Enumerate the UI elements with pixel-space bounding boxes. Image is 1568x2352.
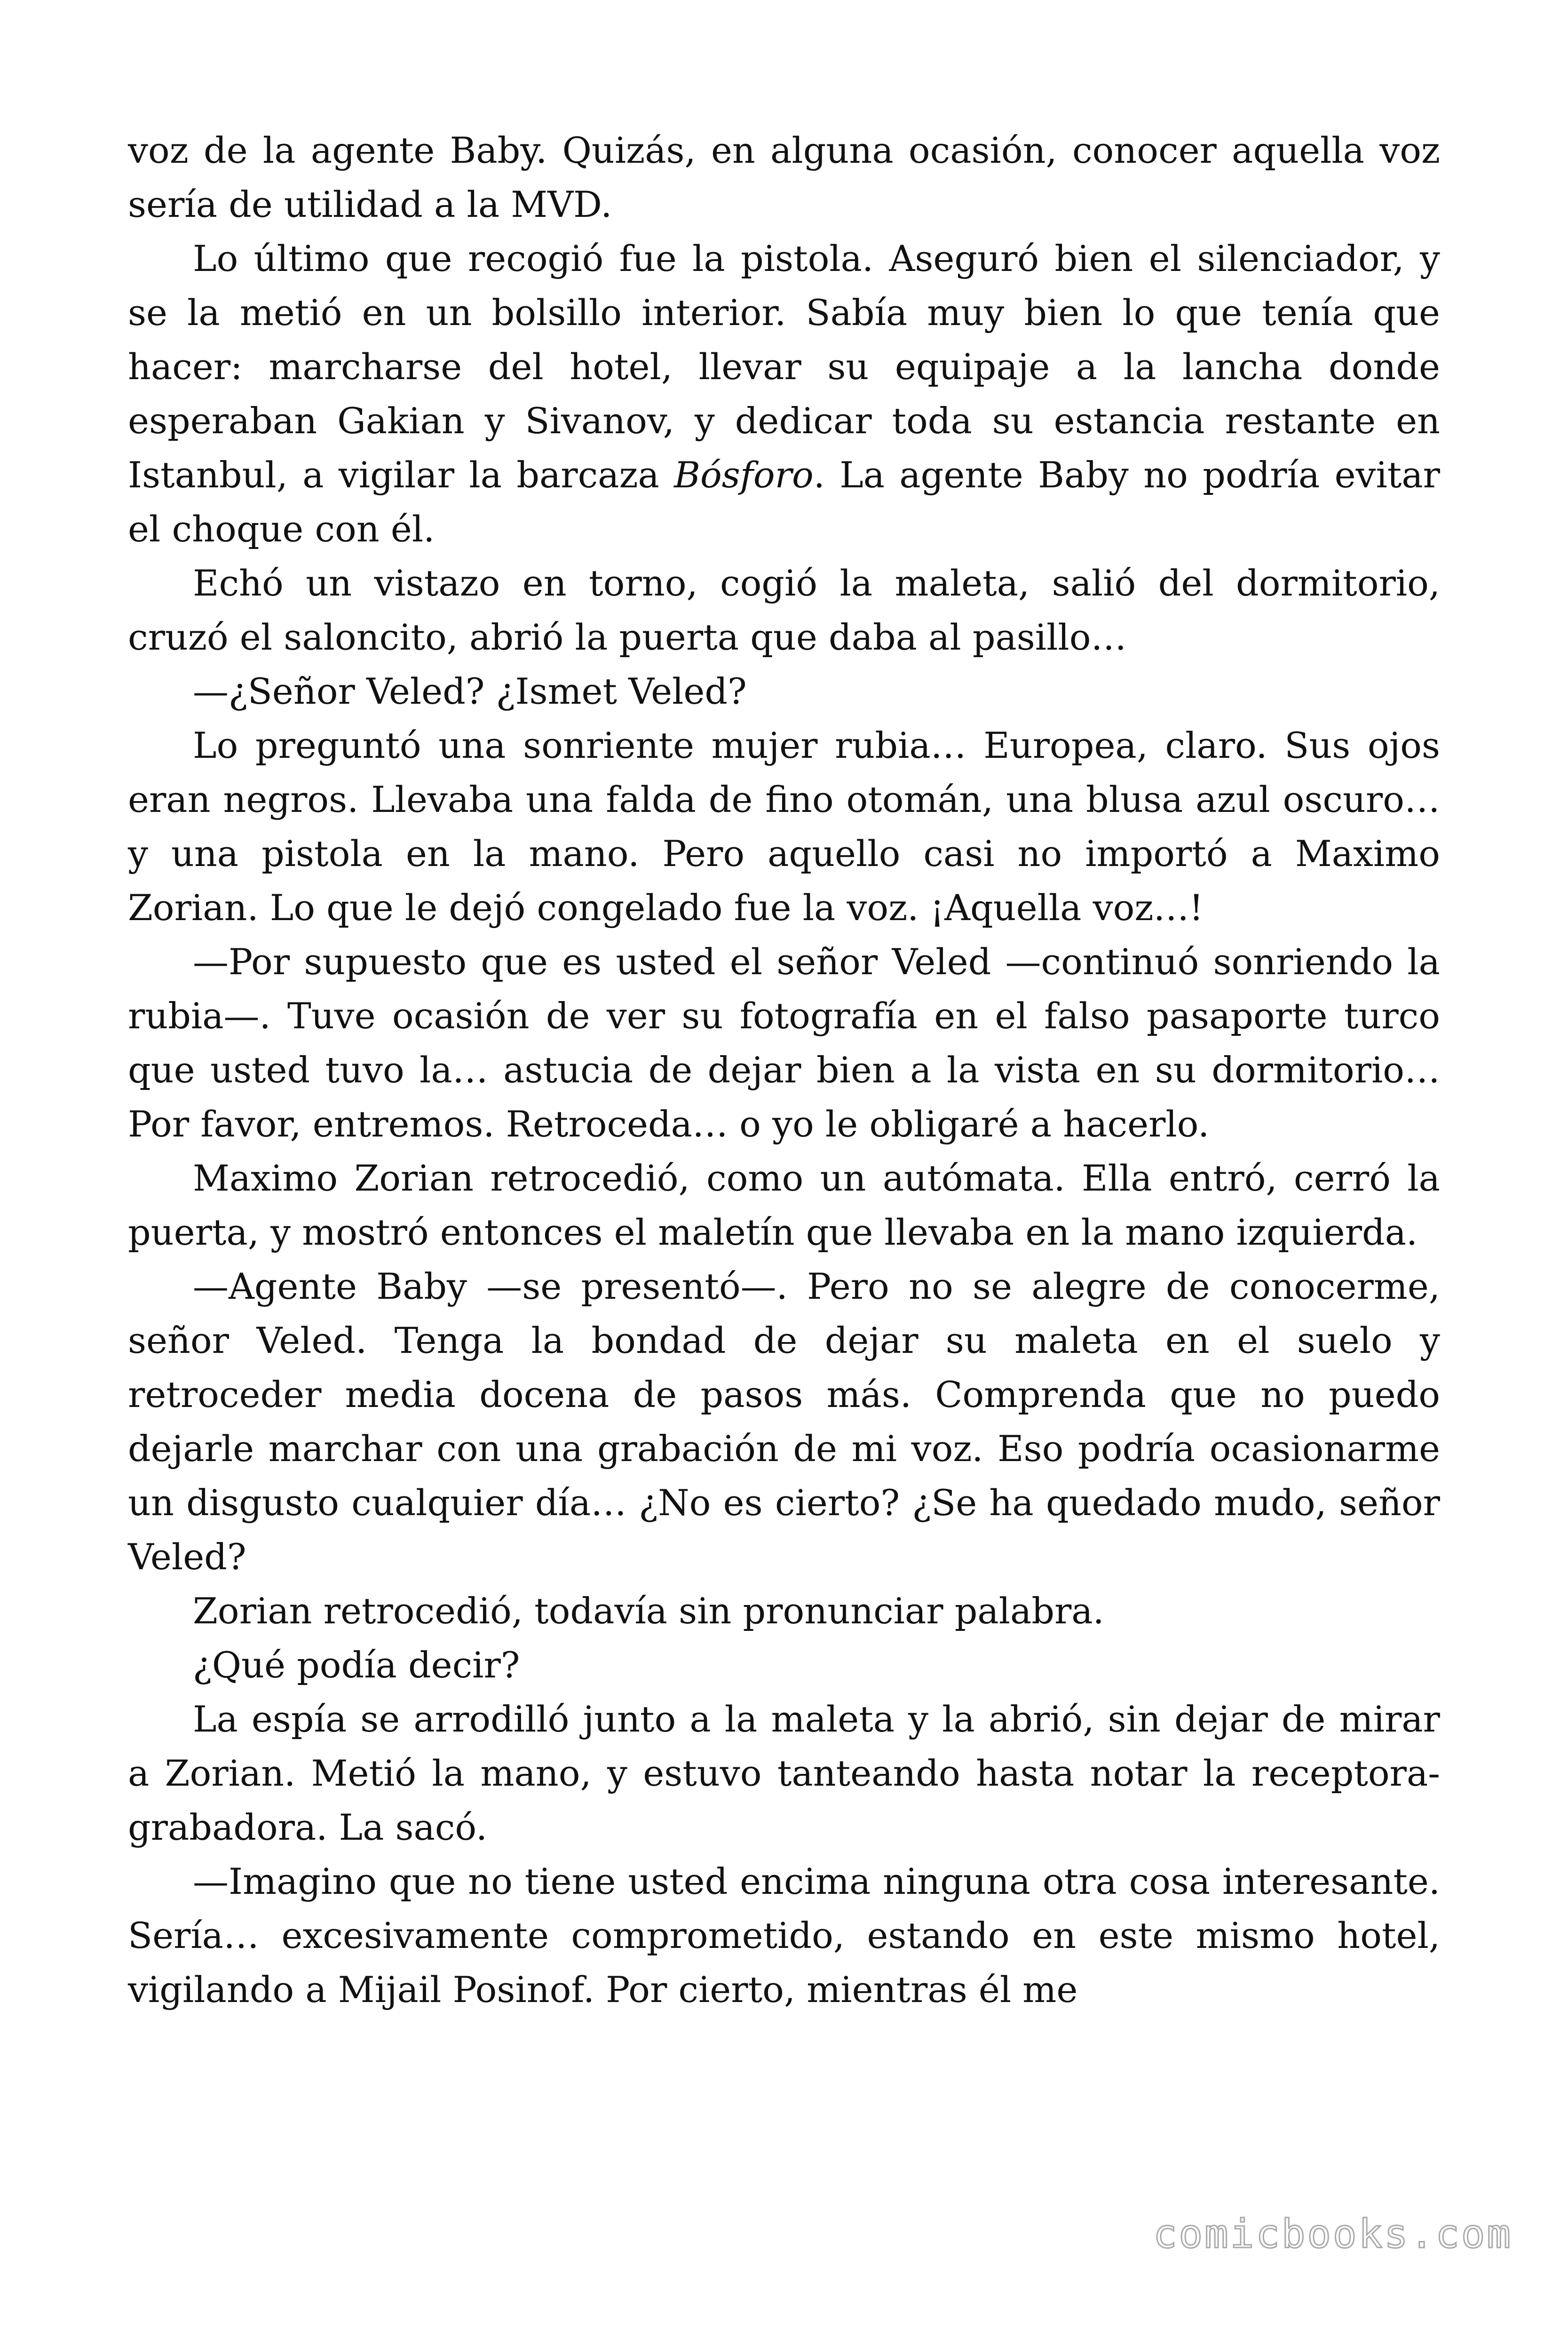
- paragraph-5: Lo preguntó una sonriente mujer rubia… Europea, claro. Sus ojos eran negros. Llevaba una falda de fino otomán, una blusa azul oscuro… y una pistola en la mano. Pero aquello casi no importó a Maximo Zorian. Lo que le dejó congelado fue la voz. ¡Aquella voz…!: [128, 724, 1440, 929]
- paragraph-2: [128, 231, 1440, 556]
- paragraph-9: Zorian retrocedió, todavía sin pronunciar palabra.: [193, 1590, 1104, 1632]
- paragraph-11: La espía se arrodilló junto a la maleta y la abrió, sin dejar de mirar a Zorian. Metió la mano, y estuvo tanteando hasta notar la receptora-grabadora. La sacó.: [128, 1698, 1440, 1848]
- paragraph-12: —Imagino que no tiene usted encima ninguna otra cosa interesante. Sería… excesivamente comprometido, estando en este mismo hotel, vigilando a Mijail Posinof. Por cierto, mientras él me: [128, 1860, 1440, 2010]
- paragraph-2-text-after: . La agente Baby no podría evitar el choque con él.: [128, 454, 1440, 550]
- paragraph-3: Echó un vistazo en torno, cogió la maleta, salió del dormitorio, cruzó el saloncito, abrió la puerta que daba al pasillo…: [128, 562, 1440, 658]
- paragraph-4: —¿Señor Veled? ¿Ismet Veled?: [193, 670, 747, 712]
- paragraph-2-text-before: Lo último que recogió fue la pistola. Aseguró bien el silenciador, y se la metió en un bolsillo interior. Sabía muy bien lo que tenía que hacer: marcharse del hotel, llevar su equipaje a la lancha donde esperaban Gakian y Sivanov, y dedicar toda su estancia restante en Istanbul, a vigilar la barcaza: [128, 238, 1440, 496]
- paragraph-7: Maximo Zorian retrocedió, como un autómata. Ella entró, cerró la puerta, y mostró entonces el maletín que llevaba en la mano izquierda.: [128, 1157, 1440, 1253]
- paragraph-6: —Por supuesto que es usted el señor Veled —continuó sonriendo la rubia—. Tuve ocasión de ver su fotografía en el falso pasaporte turco que usted tuvo la… astucia de dejar bien a la vista en su dormitorio… Por favor, entremos. Retroceda… o yo le obligaré a hacerlo.: [128, 941, 1440, 1145]
- paragraph-1: voz de la agente Baby. Quizás, en alguna ocasión, conocer aquella voz sería de utilidad a la MVD.: [128, 129, 1440, 225]
- italic-boat-name: Bósforo: [674, 454, 814, 496]
- watermark-logo: comicbooks.com: [1153, 2211, 1513, 2257]
- paragraph-10: ¿Qué podía decir?: [193, 1644, 520, 1686]
- book-page-text: [128, 123, 1440, 2017]
- paragraph-8: —Agente Baby —se presentó—. Pero no se alegre de conocerme, señor Veled. Tenga la bondad de dejar su maleta en el suelo y retroceder media docena de pasos más. Comprenda que no puedo dejarle marchar con una grabación de mi voz. Eso podría ocasionarme un disgusto cualquier día… ¿No es cierto? ¿Se ha quedado mudo, señor Veled?: [128, 1265, 1440, 1578]
